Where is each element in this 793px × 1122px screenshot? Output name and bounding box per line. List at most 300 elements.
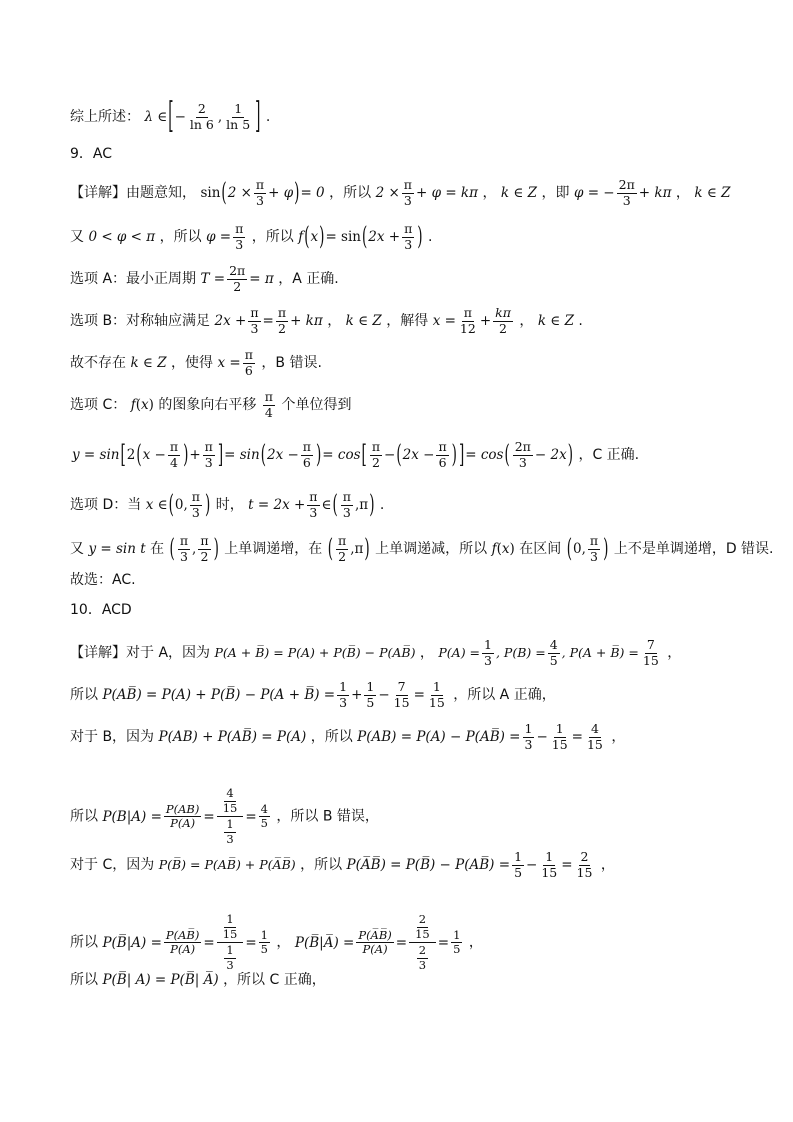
math: = sin <box>224 447 260 463</box>
text: 【详解】对于 A，因为 <box>70 645 211 661</box>
num: π <box>309 489 318 504</box>
fraction <box>364 680 376 710</box>
text: 选项 A：最小正周期 <box>70 271 197 287</box>
fraction <box>413 913 432 941</box>
math <box>200 264 273 294</box>
math: P(B̅|A) = <box>102 934 162 951</box>
math: x <box>140 397 149 413</box>
den: 3 <box>191 504 200 520</box>
math: x = <box>432 313 456 329</box>
fraction <box>575 850 595 880</box>
num <box>409 912 436 943</box>
math: x = <box>217 355 241 371</box>
q10-option-c-line-2 <box>70 912 483 973</box>
num: π <box>302 439 312 454</box>
math: P(A̅B̅) = P(B̅) − P(AB̅) = <box>346 857 511 873</box>
text: 又 <box>70 229 84 245</box>
left-bracket: [ <box>168 96 174 138</box>
num: 2 <box>418 912 427 926</box>
den: ln 5 <box>226 116 251 132</box>
math: P(B|A) = <box>102 808 162 825</box>
math: = cos <box>322 447 361 463</box>
comma: , <box>217 109 223 125</box>
den: 6 <box>302 454 311 470</box>
math <box>200 178 324 208</box>
math: y = sin t <box>88 541 146 557</box>
math: = <box>262 313 274 329</box>
fraction <box>227 264 247 294</box>
text: ，所以 <box>310 729 353 745</box>
math: λ ∈ <box>144 109 168 125</box>
text: ，所以 A 正确， <box>453 687 556 703</box>
den: 2 <box>499 320 507 336</box>
text: . <box>379 497 385 513</box>
paren: ( <box>504 439 510 471</box>
text: ，A 正确. <box>278 271 339 287</box>
num: kπ <box>495 305 511 320</box>
math <box>206 222 247 252</box>
den: 3 <box>226 957 234 972</box>
math <box>261 390 277 420</box>
den: 3 <box>256 192 264 208</box>
paren: ( <box>566 533 572 565</box>
math: T = <box>200 271 226 287</box>
text: 所以 <box>70 934 98 951</box>
fraction <box>513 440 533 470</box>
den: 2 <box>200 548 209 564</box>
num: π <box>403 177 412 192</box>
num: 1 <box>524 721 533 736</box>
q9-detail-line-2 <box>70 222 432 252</box>
math: = cos <box>465 447 504 463</box>
paren: ( <box>136 439 142 471</box>
math: f <box>491 541 497 557</box>
math: = 0 <box>300 185 325 201</box>
math: = <box>561 857 573 873</box>
paren: ) <box>183 439 189 471</box>
math: ∈ <box>321 497 332 513</box>
math: x <box>501 541 510 557</box>
paren: ( <box>332 489 338 521</box>
q10-option-c-line-3 <box>70 970 326 990</box>
text: 选项 B：对称轴应满足 <box>70 313 211 329</box>
fraction <box>539 850 559 880</box>
num: 1 <box>514 849 523 864</box>
num: 4 <box>590 721 599 736</box>
fraction <box>641 638 661 668</box>
text: 【详解】由题意知， <box>70 185 196 201</box>
q10-detail-line-1 <box>70 638 681 668</box>
text: 在区间 <box>519 541 562 557</box>
math <box>376 178 478 208</box>
num: P(AB̅) <box>165 927 200 942</box>
text: ，C 正确. <box>578 447 640 463</box>
paren: ( <box>135 397 141 413</box>
text: 又 <box>70 541 84 557</box>
math: + <box>479 313 492 329</box>
math <box>102 680 448 710</box>
num: π <box>438 439 447 454</box>
bracket: [ <box>361 439 367 471</box>
math: P(B̅|A̅) = <box>294 934 355 951</box>
minus: − <box>174 109 186 125</box>
paren: ) <box>509 541 515 557</box>
math: 0, <box>174 497 188 513</box>
fraction <box>588 534 600 564</box>
answer-label: 9．AC <box>70 146 113 162</box>
math: − <box>536 729 548 745</box>
text: ，使得 <box>171 355 214 371</box>
fraction <box>356 929 393 957</box>
num: 1 <box>366 679 375 694</box>
num <box>217 912 244 943</box>
math <box>433 306 515 336</box>
num: π <box>404 221 413 236</box>
text: 综上所述： <box>70 109 140 125</box>
num: 1 <box>453 927 461 942</box>
num: π <box>204 439 213 454</box>
math: P(B̅) = P(AB̅) + P(A̅B̅) <box>158 857 296 872</box>
paren: ) <box>148 397 154 413</box>
q9-option-d-monotonicity <box>70 534 774 564</box>
math: , P(B) = <box>495 645 546 660</box>
text: ，解得 <box>386 313 429 329</box>
math: = <box>395 934 408 951</box>
math: − <box>384 447 396 463</box>
q9-option-b-conclusion <box>70 348 322 378</box>
den: 5 <box>514 864 523 880</box>
compound-fraction <box>217 786 244 847</box>
math: y = sin <box>72 447 120 463</box>
text: ，B 错误. <box>261 355 322 371</box>
fraction <box>221 913 240 941</box>
text: 时， <box>215 497 244 513</box>
text: 在 <box>150 541 165 557</box>
math: − <box>526 857 538 873</box>
den: 3 <box>403 192 412 208</box>
num: π <box>235 221 244 236</box>
den: 5 <box>260 942 268 956</box>
math: 2x + <box>214 313 247 329</box>
text: 上不是单调递增，D 错误. <box>613 541 774 557</box>
den: 15 <box>393 694 410 710</box>
den: 3 <box>226 831 234 846</box>
fraction <box>427 680 447 710</box>
text: ， <box>611 729 626 745</box>
num: 1 <box>555 721 564 736</box>
num: 4 <box>226 786 234 800</box>
paren: ) <box>603 533 609 565</box>
den: 15 <box>551 736 568 752</box>
fraction <box>224 944 235 972</box>
q9-option-a <box>70 264 339 294</box>
fraction <box>402 178 414 208</box>
den <box>220 943 239 973</box>
fraction <box>243 348 255 378</box>
fraction <box>188 102 216 132</box>
den: 3 <box>518 454 527 470</box>
fraction <box>259 929 270 957</box>
num: π <box>338 533 347 548</box>
den: 2 <box>277 320 286 336</box>
paren: ) <box>213 533 219 565</box>
math: 2 × <box>227 185 252 201</box>
q9-option-d <box>70 490 384 520</box>
den: 3 <box>339 694 348 710</box>
math: 2x − <box>266 447 299 463</box>
fraction <box>276 306 288 336</box>
math <box>72 440 574 470</box>
paren: ( <box>168 489 174 521</box>
text: 选项 D：当 <box>70 497 142 513</box>
math: = <box>245 934 257 951</box>
num: π <box>342 489 352 504</box>
fraction <box>263 390 275 420</box>
num: 2 <box>580 849 589 864</box>
num: π <box>244 347 253 362</box>
num: π <box>371 439 381 454</box>
bracket: ] <box>458 439 465 471</box>
fraction <box>451 929 462 957</box>
math <box>298 222 423 252</box>
math: + φ <box>268 185 294 201</box>
text: ， <box>327 313 342 329</box>
math: P(AB) + P(AB̅) = P(A) <box>158 729 307 745</box>
num <box>217 786 244 817</box>
math: = <box>571 729 583 745</box>
text: ， <box>276 934 291 951</box>
text: ， <box>675 185 690 201</box>
math: φ = − <box>573 185 615 201</box>
q10-option-b-line-1 <box>70 722 625 752</box>
text: 故选：AC. <box>70 572 136 588</box>
fraction <box>402 222 414 252</box>
fraction <box>337 680 349 710</box>
func: sin <box>200 185 221 201</box>
fraction <box>164 929 201 957</box>
text: ， <box>519 313 534 329</box>
math: ,π <box>350 541 364 557</box>
right-bracket: ] <box>255 96 261 138</box>
num: 2π <box>514 439 531 454</box>
math: 2x + <box>368 229 401 245</box>
fraction <box>548 638 560 668</box>
paren: ) <box>369 489 375 521</box>
den: 6 <box>438 454 447 470</box>
q9-detail-line-1 <box>70 178 731 208</box>
den: 15 <box>586 736 603 752</box>
den: 3 <box>179 548 188 564</box>
math: k ∈ Z <box>130 355 167 371</box>
math <box>218 348 257 378</box>
math: = <box>413 687 425 703</box>
fraction <box>307 490 319 520</box>
math: k ∈ Z <box>694 185 731 201</box>
math: 2 <box>126 447 136 463</box>
den: 3 <box>235 236 244 252</box>
num: 4 <box>549 637 558 652</box>
den: 5 <box>453 942 461 956</box>
conclusion-line-lambda <box>70 96 271 138</box>
bracket: [ <box>120 439 126 471</box>
paren: ( <box>327 533 334 565</box>
num: π <box>255 177 265 192</box>
den: 5 <box>260 816 268 830</box>
num: π <box>264 389 273 404</box>
den: 15 <box>222 800 238 815</box>
math: 0, <box>572 541 586 557</box>
text: 的图象向右平移 <box>158 397 257 413</box>
den: 3 <box>524 736 533 752</box>
den: 4 <box>264 404 273 420</box>
paren: ( <box>496 541 502 557</box>
math: P(AB) = P(A) − P(AB̅) = <box>357 729 521 745</box>
paren: ) <box>567 439 573 471</box>
text: 上单调递减，所以 <box>375 541 488 557</box>
den: 2 <box>371 454 380 470</box>
fraction <box>523 722 535 752</box>
math-lambda-range <box>144 96 261 138</box>
text: ， <box>600 857 615 873</box>
den: 15 <box>415 926 430 941</box>
num: 1 <box>339 679 348 694</box>
num: 2π <box>229 263 246 278</box>
fraction <box>550 722 570 752</box>
den: 15 <box>576 864 593 880</box>
den: 3 <box>418 957 427 972</box>
den: 3 <box>590 548 598 564</box>
num: π <box>277 305 287 320</box>
den: 3 <box>204 454 213 470</box>
text: ，所以 <box>159 229 202 245</box>
den: 15 <box>642 652 659 668</box>
math: x <box>310 229 319 245</box>
den: 3 <box>309 504 318 520</box>
math: P(A + B̅) = P(A) + P(B̅) − P(AB̅) <box>214 645 416 660</box>
num: 4 <box>260 801 268 816</box>
math: , <box>192 541 197 557</box>
num: 2 <box>418 943 427 957</box>
paren: ) <box>451 439 457 471</box>
num: π <box>200 533 209 548</box>
den: 15 <box>541 864 558 880</box>
math: , P(A + B̅) = <box>561 645 639 660</box>
math: + <box>351 687 363 703</box>
num: 1 <box>260 927 268 942</box>
math: = <box>245 808 257 825</box>
text: 所以 <box>70 687 98 703</box>
fraction <box>221 787 240 815</box>
fraction <box>168 440 180 470</box>
math: f <box>130 397 136 413</box>
question-9-header <box>70 144 112 164</box>
paren: ) <box>294 177 300 209</box>
text: ，所以 C 正确， <box>223 972 326 988</box>
den: 15 <box>428 694 445 710</box>
num: π <box>169 439 179 454</box>
math <box>438 638 662 668</box>
fraction <box>259 803 270 831</box>
math: 0 < φ < π <box>88 229 156 245</box>
math: P(A) = <box>438 645 481 660</box>
math <box>169 534 220 564</box>
math: k ∈ Z <box>500 185 538 201</box>
den: ln 6 <box>189 116 214 132</box>
den: 12 <box>459 320 476 336</box>
math <box>131 395 154 415</box>
question-10-header <box>70 600 132 620</box>
math: k ∈ Z <box>345 313 382 329</box>
math: 2x − <box>402 447 435 463</box>
paren: ) <box>417 221 423 253</box>
math <box>357 722 607 752</box>
q9-option-c <box>70 390 351 420</box>
paren: ) <box>319 221 325 253</box>
text: 故不存在 <box>70 355 126 371</box>
math: x ∈ <box>145 497 168 513</box>
answer-label: 10．ACD <box>70 602 132 618</box>
num: 1 <box>226 817 234 831</box>
num: 2π <box>618 177 635 192</box>
paren: ( <box>304 221 310 253</box>
math: k ∈ Z <box>537 313 574 329</box>
text: ，所以 <box>329 185 372 201</box>
math: P(B̅| A) = P(B̅| A̅) <box>102 972 219 988</box>
math: − <box>378 687 390 703</box>
text: 对于 C，因为 <box>70 857 155 873</box>
num: 1 <box>226 912 234 926</box>
math: P(AB̅) = P(A) + P(B̅) − P(A + B̅) = <box>102 687 336 703</box>
math: = <box>203 808 215 825</box>
math: 2 × <box>375 185 400 201</box>
q10-option-b-line-2 <box>70 786 379 847</box>
math <box>215 306 323 336</box>
den: 3 <box>342 504 351 520</box>
fraction <box>190 490 202 520</box>
math: t = 2x + <box>248 497 306 513</box>
den: P(A) <box>170 816 196 830</box>
den: P(A̅) <box>362 942 388 956</box>
math: = π <box>249 271 274 287</box>
text: ， <box>468 934 483 951</box>
den <box>220 817 239 847</box>
text: 上单调递增，在 <box>224 541 323 557</box>
num: π <box>191 489 200 504</box>
fraction <box>178 534 190 564</box>
bracket: ] <box>217 439 224 471</box>
den: P(A) <box>170 942 196 956</box>
math <box>347 850 597 880</box>
num: 7 <box>646 637 655 652</box>
fraction <box>512 850 524 880</box>
num: 1 <box>432 679 441 694</box>
fraction <box>224 102 252 132</box>
fraction <box>458 306 478 336</box>
den: 2 <box>338 548 347 564</box>
text: ，即 <box>541 185 570 201</box>
text: ，所以 B 错误， <box>276 808 379 825</box>
math <box>574 178 672 208</box>
fraction <box>417 944 428 972</box>
math <box>327 534 371 564</box>
paren: ( <box>361 221 368 253</box>
func: = sin <box>325 229 361 245</box>
math: x − <box>142 447 166 463</box>
fraction <box>336 534 348 564</box>
math: ,π <box>355 497 369 513</box>
num: P(AB) <box>165 801 200 816</box>
fraction <box>203 440 215 470</box>
